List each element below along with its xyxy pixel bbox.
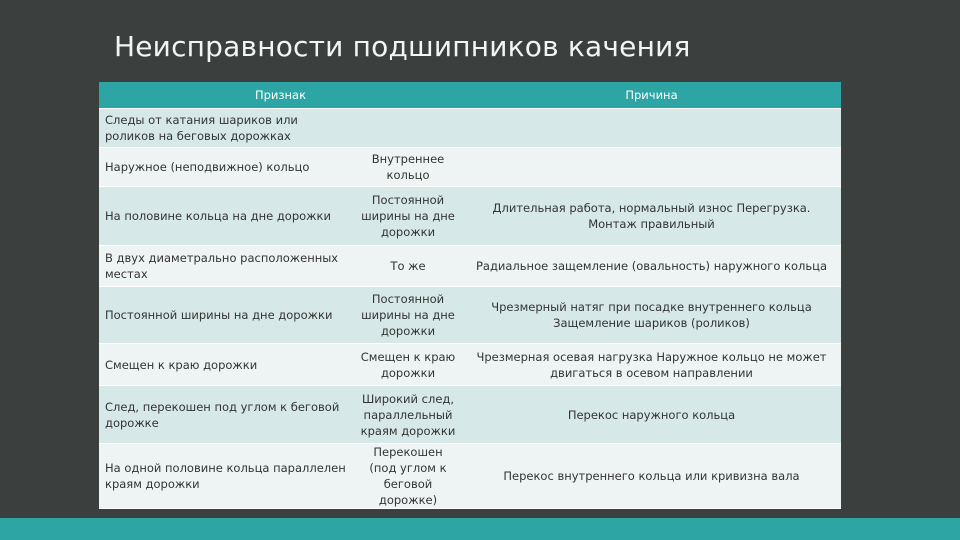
row-sign-cell: След, перекошен под углом к беговой дорожке (99, 386, 354, 444)
row-cause-cell: Чрезмерный натяг при посадке внутреннего кольца Защемление шариков (роликов) (462, 287, 841, 344)
row-cause-cell: Чрезмерная осевая нагрузка Наружное кольцо не может двигаться в осевом направлении (462, 344, 841, 386)
table-header-row (99, 82, 841, 109)
slide-title: Неисправности подшипников качения (114, 30, 691, 63)
row-sign-cell: Постоянной ширины на дне дорожки (99, 287, 354, 344)
header-cause: Причина (462, 82, 841, 109)
row-cause-cell: Радиальное защемление (овальность) наружного кольца (462, 246, 841, 287)
table-row (99, 109, 841, 148)
bottom-accent-bar (0, 518, 960, 540)
row-cause-cell: Длительная работа, нормальный износ Перегрузка. Монтаж правильный (462, 187, 841, 246)
row-detail-cell: Широкий след, параллельный краям дорожки (354, 386, 462, 444)
row-sign-cell: Смещен к краю дорожки (99, 344, 354, 386)
row-detail-cell: Смещен к краю дорожки (354, 344, 462, 386)
table-row (99, 386, 841, 444)
row-sign-cell: Следы от катания шариков или роликов на беговых дорожках (99, 109, 354, 148)
row-sign-cell: На одной половине кольца параллелен краям дорожки (99, 444, 354, 509)
table-row (99, 344, 841, 386)
row-cause-cell: Перекос внутреннего кольца или кривизна вала (462, 444, 841, 509)
row-detail-cell (354, 109, 462, 148)
header-sign: Признак (99, 82, 462, 109)
row-detail-cell: Внутреннее кольцо (354, 148, 462, 187)
row-detail-cell: Перекошен (под углом к беговой дорожке) (354, 444, 462, 509)
table-row (99, 287, 841, 344)
row-sign-cell: Наружное (неподвижное) кольцо (99, 148, 354, 187)
table-row (99, 246, 841, 287)
row-cause-cell: Перекос наружного кольца (462, 386, 841, 444)
table-row (99, 187, 841, 246)
row-cause-cell (462, 109, 841, 148)
row-sign-cell: В двух диаметрально расположенных местах (99, 246, 354, 287)
faults-table (99, 82, 841, 509)
row-detail-cell: Постоянной ширины на дне дорожки (354, 287, 462, 344)
row-cause-cell (462, 148, 841, 187)
row-sign-cell: На половине кольца на дне дорожки (99, 187, 354, 246)
table-row (99, 148, 841, 187)
row-detail-cell: Постоянной ширины на дне дорожки (354, 187, 462, 246)
table-row (99, 444, 841, 509)
row-detail-cell: То же (354, 246, 462, 287)
